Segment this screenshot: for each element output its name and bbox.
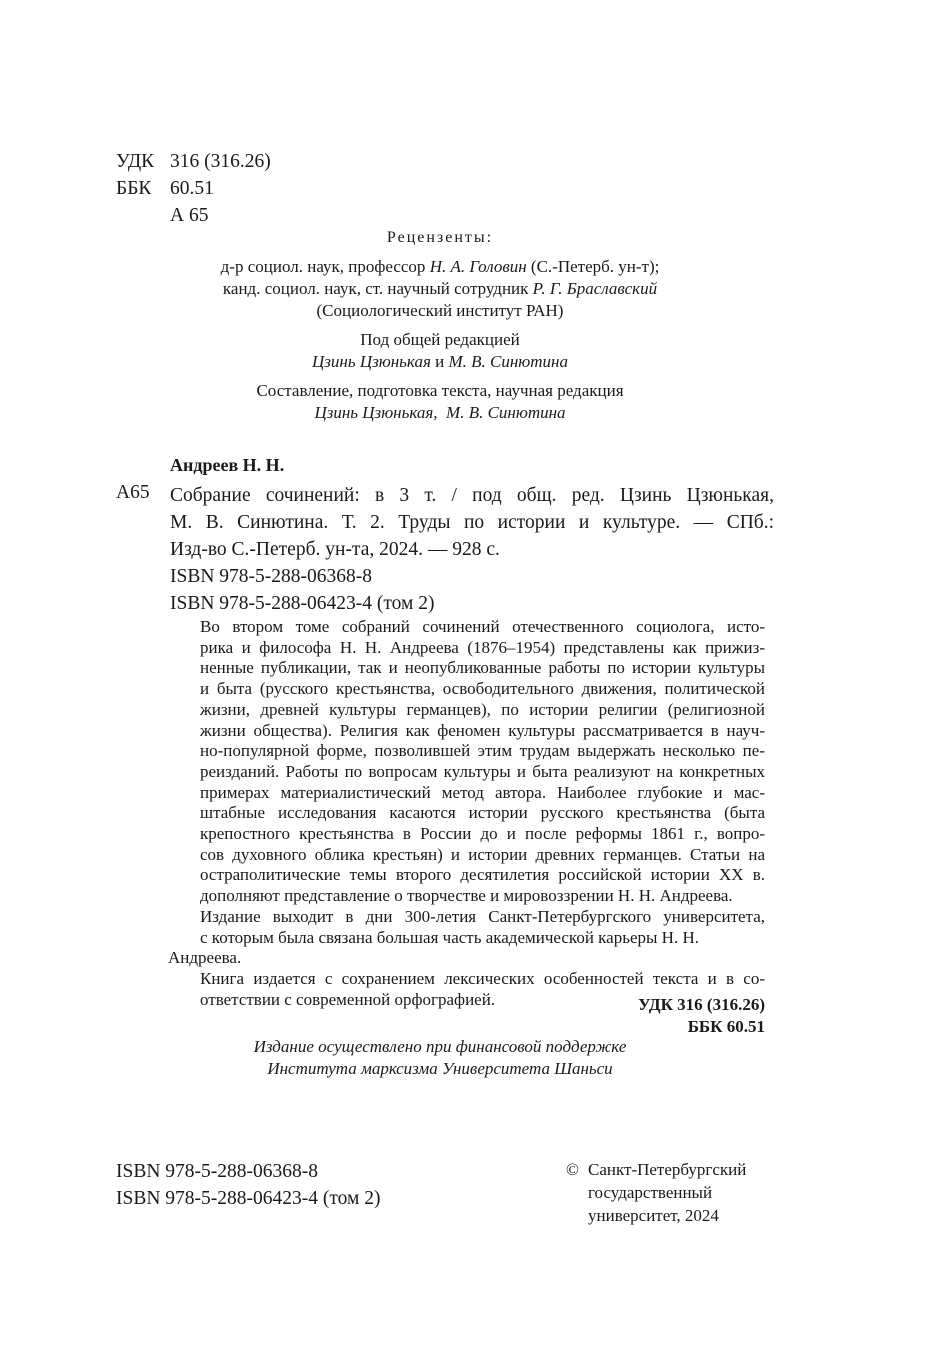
bottom-isbn-1: ISBN 978-5-288-06368-8 (116, 1161, 319, 1182)
catalog-line-2: М. В. Синютина. Т. 2. Труды по истории и культуре. — СПб.: (170, 512, 774, 533)
compilation-title: Составление, подготовка текста, научная редакция (256, 381, 624, 400)
abstract-paragraph-2 (168, 907, 765, 969)
abstract-line: рика и философа Н. Н. Андреева (1876–1954) представлены как прижиз- (200, 637, 765, 657)
abstract-line: с которым была связана большая часть академической карьеры Н. Н. Андреева. (168, 927, 699, 968)
copyright-line-1: Санкт-Петербургский (588, 1160, 747, 1179)
abstract-line: примерах материалистический метод автора. Наиболее глубокие и мас- (200, 782, 765, 802)
catalog-index: А65 (116, 482, 150, 503)
catalog-isbn-2: ISBN 978-5-288-06423-4 (том 2) (170, 593, 435, 614)
bbk-right: ББК 60.51 (687, 1017, 765, 1036)
reviewer-1: д-р социол. наук, профессор Н. А. Головин (С.-Петерб. ун-т); (220, 257, 660, 276)
abstract-line: ответствии с современной орфографией. (200, 989, 496, 1009)
abstract-line: штабные исследования касаются истории русского крестьянства (быта (200, 803, 765, 823)
catalog-author: Андреев Н. Н. (170, 455, 285, 475)
funding-line-1: Издание осуществлено при финансовой поддержке (253, 1037, 627, 1056)
bottom-isbn (116, 1158, 381, 1212)
bbk-value: 60.51 (170, 178, 214, 199)
abstract-line: ненные публикации, так и неопубликованные работы по истории культуры (200, 658, 765, 678)
abstract-line: но-популярной форме, позволившей этим трудам выдержать несколько пе- (200, 741, 765, 761)
abstract-line: остраполитические темы второго десятилетия российской истории XX в. (200, 865, 765, 885)
udk-value: 316 (316.26) (170, 151, 271, 172)
editors-title: Под общей редакцией (360, 330, 520, 349)
bottom-isbn-2: ISBN 978-5-288-06423-4 (том 2) (116, 1188, 381, 1209)
catalog-line-1: Собрание сочинений: в 3 т. / под общ. ред. Цзинь Цзюнькая, (170, 485, 774, 506)
abstract-line: сов духовного облика крестьян) и истории древних германцев. Статьи на (200, 844, 765, 864)
bbk-label: ББК (116, 178, 152, 199)
copyright-line-3: университет, 2024 (588, 1206, 719, 1225)
editors-block (120, 329, 760, 373)
funding-note (120, 1036, 760, 1080)
copyright-symbol: © (566, 1160, 579, 1179)
copyright-line-2: государственный (588, 1183, 713, 1202)
editors-names: Цзинь Цзюнькая и М. В. Синютина (312, 352, 568, 371)
abstract-line: реизданий. Работы по вопросам культуры и быта реализуют на конкретных (200, 761, 765, 781)
classification-right (638, 994, 765, 1038)
funding-line-2: Института марксизма Университета Шаньси (267, 1059, 613, 1078)
catalog-line-3: Изд-во С.-Петерб. ун-та, 2024. — 928 с. (170, 539, 500, 560)
abstract-line: жизни, древней культуры германцев), по истории религии (религиозной (200, 699, 765, 719)
reviewer-1-name: Н. А. Головин (429, 257, 527, 276)
abstract-line: Издание выходит в дни 300-летия Санкт-Петербургского университета, (200, 906, 765, 926)
abstract-line: крепостного крестьянства в России до и после реформы 1861 г., вопро- (200, 824, 765, 844)
reviewers-list (120, 256, 760, 322)
reviewer-2: канд. социол. наук, ст. научный сотрудник Р. Г. Браславский (222, 279, 658, 298)
copyright (566, 1158, 746, 1227)
udk-right: УДК 316 (316.26) (638, 995, 765, 1014)
udk-label: УДК (116, 151, 155, 172)
abstract-line: дополняют представление о творчестве и мировоззрении Н. Н. Андреева. (200, 886, 733, 906)
compilation-names: Цзинь Цзюнькая, М. В. Синютина (314, 403, 566, 422)
reviewers-title: Рецензенты: (386, 229, 494, 246)
reviewer-2-affiliation: (Социологический институт РАН) (316, 301, 564, 320)
abstract (168, 617, 765, 1010)
reviewer-2-name: Р. Г. Браславский (532, 279, 658, 298)
compilation-block (120, 380, 760, 424)
abstract-line: жизни общества). Религия как феномен культуры рассматривается в науч- (200, 720, 765, 740)
abstract-line: и быта (русского крестьянства, освободительного движения, политической (200, 679, 765, 699)
author-mark: А 65 (170, 205, 209, 226)
abstract-line: Книга издается с сохранением лексических особенностей текста и в со- (200, 968, 765, 988)
classification-codes (116, 148, 271, 229)
catalog-entry (170, 482, 774, 617)
abstract-paragraph-1 (168, 617, 765, 907)
abstract-line: Во втором томе собраний сочинений отечественного социолога, исто- (200, 617, 765, 636)
catalog-isbn-1: ISBN 978-5-288-06368-8 (170, 566, 373, 587)
